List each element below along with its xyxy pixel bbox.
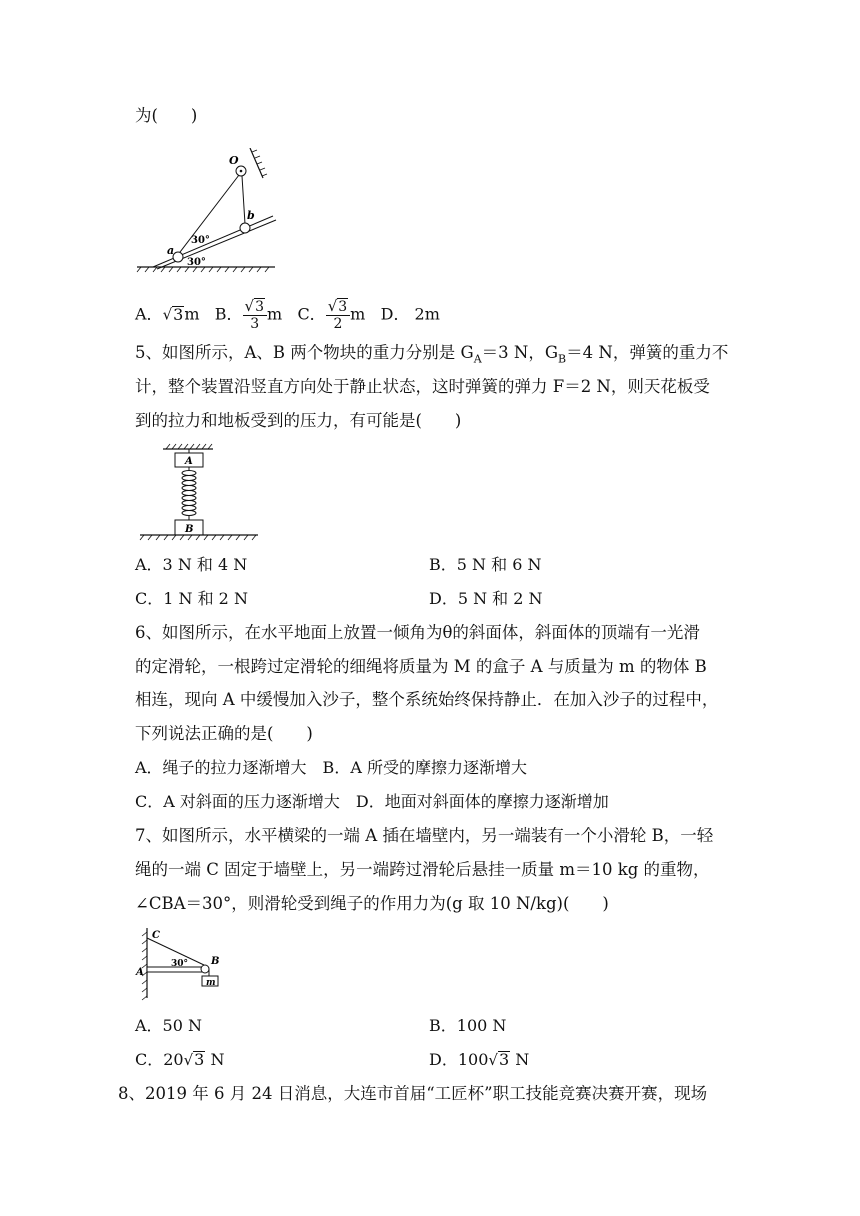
q4-option-a-unit: m [184, 304, 200, 324]
block-a-label: A [185, 456, 193, 467]
q7-option-d [429, 1049, 529, 1071]
q6-options-row-1: A．绳子的拉力逐渐增大 B．A 所受的摩擦力逐渐增大 [135, 758, 527, 777]
q7-option-d-rad: 3 [498, 1050, 510, 1069]
q6-line-1: 6、如图所示，在水平地面上放置一倾角为θ的斜面体，斜面体的顶端有一光滑 [135, 623, 700, 642]
label-b: b [247, 209, 255, 222]
q5-option-c: C．1 N 和 2 N [135, 589, 248, 608]
q4-option-a-rad: 3 [173, 304, 184, 324]
q7-option-c-rad: 3 [194, 1050, 205, 1069]
q4-option-b-fraction: $\frac{√3}{3}$ [243, 298, 267, 332]
q5-line-1 [135, 342, 728, 370]
q4-option-c-label: C． [297, 304, 326, 324]
q6-line-2: 的定滑轮，一根跨过定滑轮的细绳将质量为 M 的盒子 A 与质量为 m 的物体 B [135, 657, 707, 676]
q4-option-b-num: 3 [255, 299, 264, 315]
q7-figure [133, 926, 233, 1001]
q7-option-a: A．50 N [135, 1016, 203, 1035]
label-a: a [167, 244, 175, 257]
q6-line-3: 相连，现向 A 中缓慢加入沙子，整个系统始终保持静止．在加入沙子的过程中， [135, 690, 719, 709]
q7-option-b: B．100 N [429, 1016, 507, 1035]
q7-line-1: 7、如图所示，水平横梁的一端 A 插在墙壁内，另一端装有一个小滑轮 B，一轻 [135, 826, 714, 845]
q4-options [135, 298, 440, 332]
q7-option-d-post: N [510, 1050, 530, 1069]
q5-line-1-mid: ＝3 N，G [481, 343, 559, 362]
q7-line-2: 绳的一端 C 固定于墙壁上，另一端跨过滑轮后悬挂一质量 m＝10 kg 的重物， [135, 860, 710, 879]
block-b-label: B [185, 524, 194, 535]
sqrt-sign: √ [162, 305, 173, 324]
q4-option-d-label: D． [380, 304, 410, 324]
q7-option-d-pre: D．100 [429, 1050, 489, 1069]
q5-line-3: 到的拉力和地板受到的压力，有可能是( ) [135, 411, 462, 430]
q4-option-a-label: A． [135, 304, 163, 324]
q4-option-d-text: 2m [414, 304, 440, 324]
label-m: m [206, 978, 216, 988]
q5-option-a: A．3 N 和 4 N [135, 555, 248, 574]
subscript-a: A [473, 352, 482, 366]
q5-figure [138, 443, 273, 543]
q8-line-1: 8、2019 年 6 月 24 日消息，大连市首届“工匠杯”职工技能竞赛决赛开赛，现场 [118, 1084, 708, 1103]
angle-label: 30° [171, 959, 189, 969]
q4-option-c-unit: m [350, 304, 366, 324]
subscript-b: B [558, 352, 567, 366]
q5-line-2: 计，整个装置沿竖直方向处于静止状态，这时弹簧的弹力 F＝2 N，则天花板受 [135, 377, 710, 396]
q4-option-c-den: 2 [333, 316, 343, 332]
sqrt-sign: √ [488, 1051, 498, 1069]
q6-line-4: 下列说法正确的是( ) [135, 724, 313, 743]
q4-option-b-den: 3 [250, 316, 260, 332]
q4-figure [135, 148, 280, 273]
q5-option-d: D．5 N 和 2 N [429, 589, 543, 608]
label-o: O [229, 154, 239, 167]
angle-label-1: 30° [191, 235, 210, 246]
q4-option-c-fraction: $\frac{√3}{2}$ [326, 298, 350, 332]
q4-option-b-label: B． [214, 304, 243, 324]
q7-option-c-pre: C．20 [135, 1050, 184, 1069]
angle-label-2: 30° [187, 257, 206, 268]
sqrt-sign: √ [183, 1051, 194, 1069]
q4-tail-text: 为( ) [135, 106, 198, 125]
label-b: B [211, 956, 220, 967]
q5-line-1-post: ＝4 N，弹簧的重力不 [566, 343, 729, 362]
q5-line-1-pre: 5、如图所示，A、B 两个物块的重力分别是 G [135, 343, 474, 362]
label-a: A [136, 967, 144, 978]
q4-option-c-num: 3 [338, 299, 348, 315]
q4-option-b-unit: m [267, 304, 283, 324]
q7-option-c [135, 1049, 224, 1071]
q6-options-row-2: C．A 对斜面的压力逐渐增大 D．地面对斜面体的摩擦力逐渐增加 [135, 792, 609, 811]
label-c: C [152, 930, 160, 941]
q7-line-3: ∠CBA＝30°，则滑轮受到绳子的作用力为(g 取 10 N/kg)( ) [135, 894, 609, 913]
q7-option-c-post: N [205, 1050, 225, 1069]
q5-option-b: B．5 N 和 6 N [429, 555, 542, 574]
